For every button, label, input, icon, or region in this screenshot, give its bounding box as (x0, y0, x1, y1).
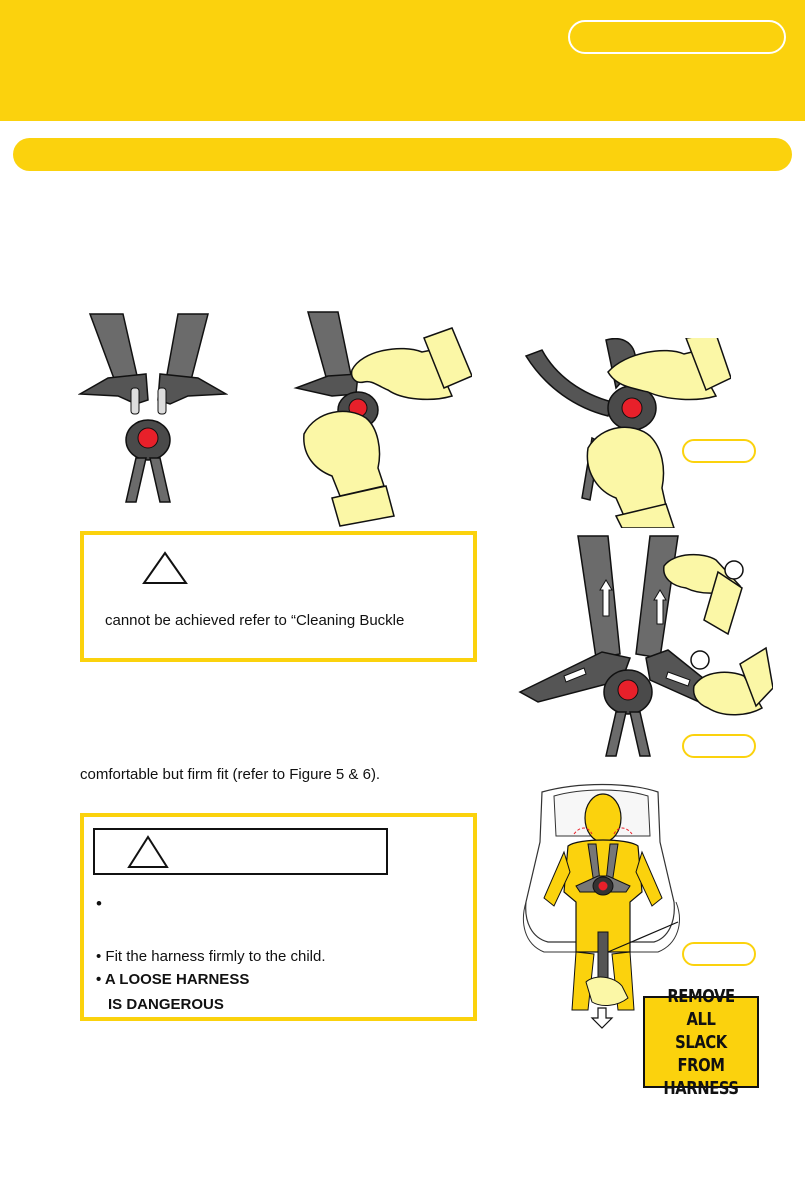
loose-harness-text: • A LOOSE HARNESS (96, 971, 250, 988)
figure-label-badge (682, 942, 756, 966)
figure-buckle-release (516, 338, 731, 528)
arrow-down-icon (592, 1008, 612, 1028)
fit-instruction-text: comfortable but firm fit (refer to Figure 5 & 6). (80, 766, 381, 783)
warning-header-box (93, 828, 388, 875)
remove-slack-text: REMOVE ALL SLACK FROM HARNESS (663, 985, 739, 1099)
figure-label-badge (682, 439, 756, 463)
buckle-warning-box (80, 531, 477, 662)
warning-triangle-icon (127, 835, 169, 869)
bullet-marker: • (96, 894, 102, 913)
remove-slack-sign (643, 985, 759, 1099)
header-band (0, 0, 805, 121)
step-circle-icon (725, 561, 743, 579)
section-title-bar (13, 138, 792, 171)
figure-buckle-open (78, 312, 228, 512)
figure-label-badge (682, 734, 756, 758)
dangerous-text: IS DANGEROUS (108, 996, 224, 1013)
figure-buckle-insert (292, 310, 472, 530)
figure-harness-adjust (518, 530, 773, 760)
harness-warning-box (80, 813, 477, 1021)
warning-triangle-icon (142, 551, 188, 585)
buckle-warning-text: cannot be achieved refer to “Cleaning Buckle (105, 612, 405, 629)
fit-firmly-text: • Fit the harness firmly to the child. (96, 948, 326, 965)
header-pill (568, 20, 786, 54)
